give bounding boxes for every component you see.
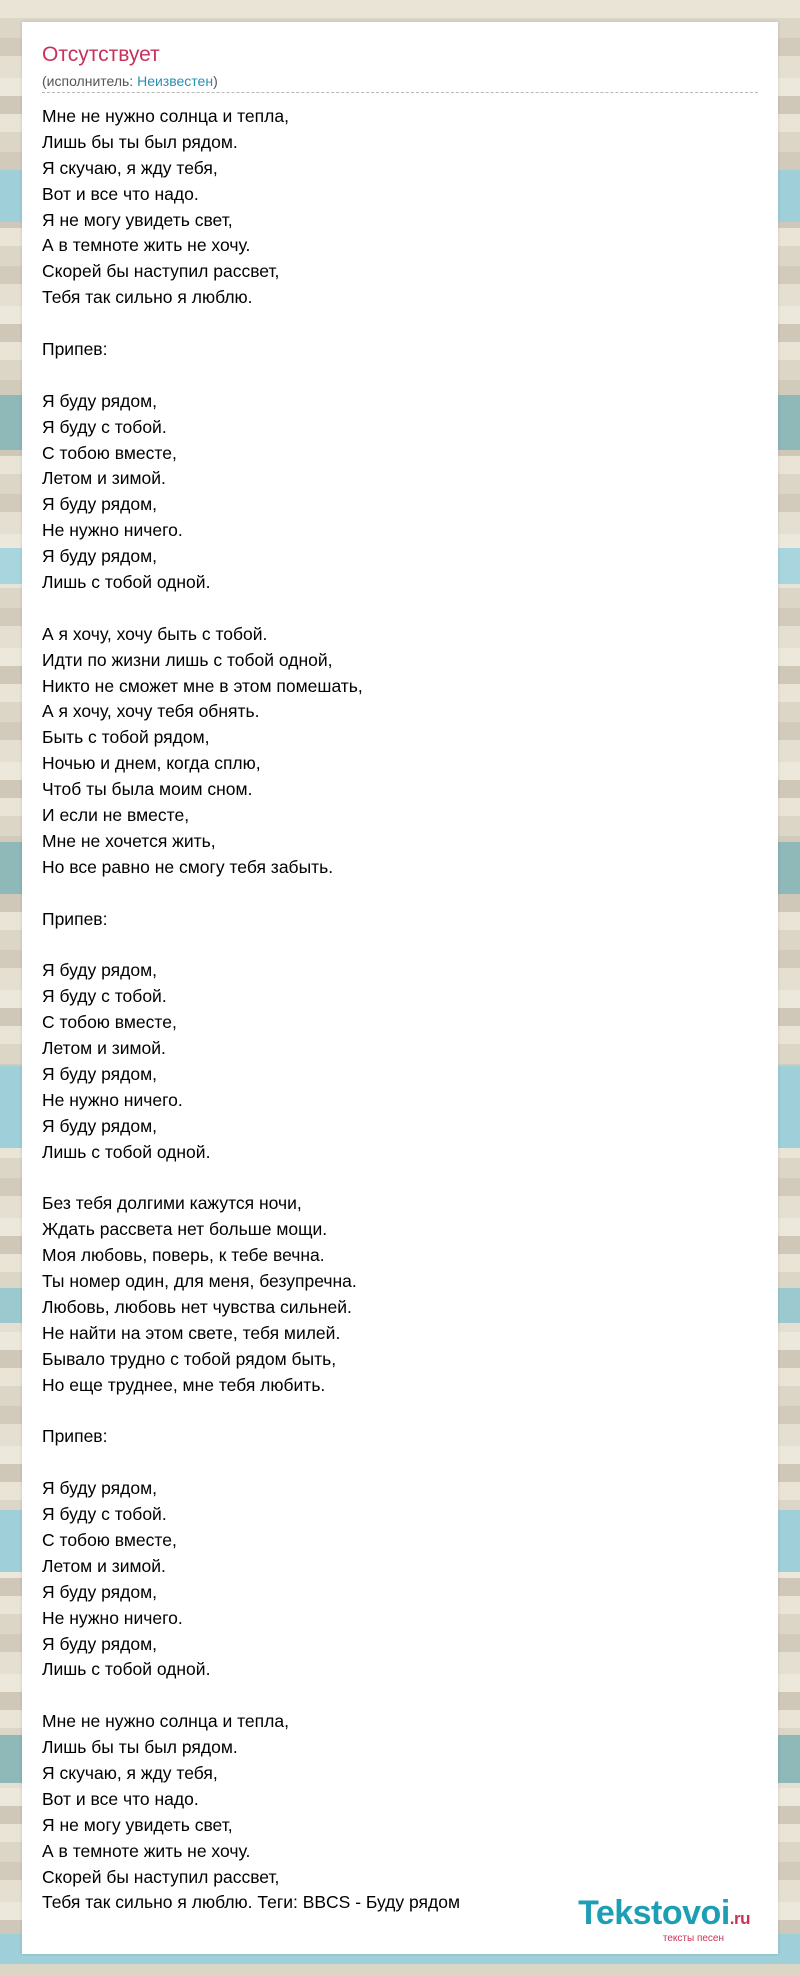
artist-line [42, 72, 218, 90]
lyrics-text [42, 104, 762, 1916]
lyric-line: Лишь с тобой одной. [42, 1659, 211, 1680]
lyric-line: Я буду с тобой. [42, 416, 167, 437]
lyric-line: Чтоб ты была моим сном. [42, 779, 253, 800]
lyric-line: Я буду рядом, [42, 1115, 157, 1136]
artist-link[interactable]: Неизвестен [137, 73, 214, 89]
lyric-line: Тебя так сильно я люблю. [42, 287, 253, 308]
lyric-line: Лишь бы ты был рядом. [42, 1737, 238, 1758]
lyric-line: Я не могу увидеть свет, [42, 1814, 233, 1835]
lyric-line [42, 881, 762, 907]
lyric-line: Летом и зимой. [42, 1038, 166, 1059]
lyric-line: Я буду рядом, [42, 1063, 157, 1084]
lyric-line: Скорей бы наступил рассвет, [42, 1866, 280, 1887]
lyric-line: Мне не нужно солнца и тепла, [42, 106, 289, 126]
lyric-line: С тобою вместе, [42, 442, 177, 463]
lyric-line: Я буду рядом, [42, 494, 157, 515]
logo-tld: .ru [729, 1909, 750, 1928]
logo-wordmark [578, 1895, 750, 1937]
lyric-line: Никто не сможет мне в этом помешать, [42, 675, 363, 696]
lyrics-card [22, 22, 778, 1954]
lyric-line: Я буду рядом, [42, 960, 157, 981]
lyric-line: Я скучаю, я жду тебя, [42, 1763, 218, 1783]
lyric-line: Ты номер один, для меня, безупречна. [42, 1271, 357, 1292]
logo-name: Tekstovoi [578, 1894, 730, 1932]
lyric-line: Не нужно ничего. [42, 520, 183, 541]
lyric-line: Не нужно ничего. [42, 1607, 183, 1628]
lyric-line: Ждать рассвета нет больше мощи. [42, 1219, 328, 1240]
lyric-line: Лишь бы ты был рядом. [42, 131, 238, 152]
lyric-line: Идти по жизни лишь с тобой одной, [42, 649, 333, 670]
lyric-line: Летом и зимой. [42, 468, 166, 489]
lyric-line: Любовь, любовь нет чувства сильней. [42, 1296, 352, 1317]
lyric-line: Я буду рядом, [42, 1478, 157, 1499]
lyric-line: Моя любовь, поверь, к тебе вечна. [42, 1245, 325, 1266]
lyric-line: Лишь с тобой одной. [42, 572, 211, 593]
lyric-line: Ночью и днем, когда сплю, [42, 753, 261, 774]
lyric-line [42, 596, 762, 622]
lyric-line: Я буду рядом, [42, 390, 157, 411]
lyric-line: Припев: [42, 339, 108, 360]
lyric-line: А в темноте жить не хочу. [42, 235, 251, 256]
artist-suffix: ) [213, 73, 218, 89]
dashed-divider [42, 92, 758, 93]
lyric-line [42, 311, 762, 337]
lyric-line: Бывало трудно с тобой рядом быть, [42, 1348, 337, 1369]
lyric-line: Мне не хочется жить, [42, 830, 216, 851]
lyric-line: А я хочу, хочу тебя обнять. [42, 701, 260, 722]
lyric-line: Не нужно ничего. [42, 1089, 183, 1110]
lyric-line: А в темноте жить не хочу. [42, 1840, 251, 1861]
lyric-line: И если не вместе, [42, 805, 190, 826]
lyric-line: Я буду рядом, [42, 1633, 157, 1654]
lyric-line: Летом и зимой. [42, 1555, 166, 1576]
lyric-line: Припев: [42, 908, 108, 929]
lyric-line: Вот и все что надо. [42, 183, 199, 204]
lyric-line: Но все равно не смогу тебя забыть. [42, 856, 334, 877]
lyric-line: Я не могу увидеть свет, [42, 209, 233, 230]
lyric-line: Я буду с тобой. [42, 986, 167, 1007]
lyric-line: Скорей бы наступил рассвет, [42, 261, 280, 282]
lyric-line: Припев: [42, 1426, 108, 1447]
lyric-line: С тобою вместе, [42, 1529, 177, 1550]
lyric-line [42, 363, 762, 389]
lyric-line: Я скучаю, я жду тебя, [42, 157, 218, 178]
lyric-line: Вот и все что надо. [42, 1788, 199, 1809]
lyric-line [42, 1166, 762, 1192]
lyric-line [42, 1683, 762, 1709]
lyric-line: Лишь с тобой одной. [42, 1141, 211, 1162]
lyric-line: Не найти на этом свете, тебя милей. [42, 1322, 341, 1343]
lyric-line: Быть с тобой рядом, [42, 727, 210, 748]
artist-prefix: (исполнитель: [42, 73, 138, 89]
lyric-line: Тебя так сильно я люблю. Теги: BBCS - Буду рядом [42, 1892, 460, 1913]
lyric-line: Но еще труднее, мне тебя любить. [42, 1374, 326, 1395]
lyric-line: С тобою вместе, [42, 1012, 177, 1033]
lyric-line: А я хочу, хочу быть с тобой. [42, 623, 268, 644]
lyric-line: Я буду с тобой. [42, 1504, 167, 1525]
lyric-line [42, 1399, 762, 1425]
lyric-line [42, 933, 762, 959]
logo-tagline: тексты песен [662, 1933, 724, 1944]
song-title: Отсутствует [42, 43, 160, 66]
lyric-line: Я буду рядом, [42, 546, 157, 567]
lyric-line: Я буду рядом, [42, 1581, 157, 1602]
lyric-line [42, 1450, 762, 1476]
site-logo[interactable] [578, 1895, 750, 1944]
lyric-line: Без тебя долгими кажутся ночи, [42, 1193, 302, 1214]
lyric-line: Мне не нужно солнца и тепла, [42, 1711, 289, 1732]
